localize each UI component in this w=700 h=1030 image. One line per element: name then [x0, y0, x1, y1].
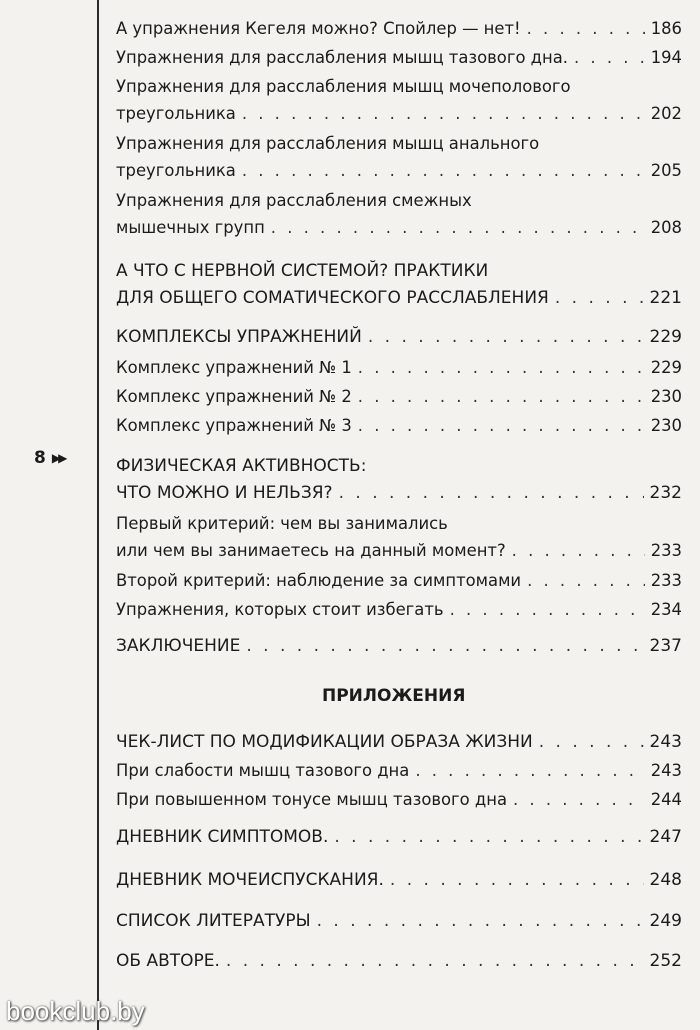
toc-page-number: 229: [650, 358, 682, 377]
toc-entry: [116, 326, 682, 353]
toc-entry-line: [116, 731, 682, 758]
dot-leader: [271, 217, 645, 239]
dot-leader: [539, 731, 644, 753]
dot-leader: [415, 760, 644, 782]
toc-page-number: 243: [649, 732, 682, 752]
toc-entry: [116, 869, 682, 896]
toc-page-number: 248: [649, 870, 682, 890]
toc-entry-title: или чем вы занимаетесь на данный момент?: [116, 541, 506, 560]
watermark: bookclub.by: [6, 996, 145, 1026]
toc-entry-title: КОМПЛЕКСЫ УПРАЖНЕНИЙ: [116, 327, 362, 347]
toc-entry-line: [116, 910, 682, 937]
toc-entry-line: [116, 47, 682, 74]
toc-page-number: 230: [650, 387, 682, 406]
toc-entry: [116, 599, 682, 626]
toc-page-number: 244: [650, 790, 682, 809]
toc-entry-line: [116, 513, 682, 540]
toc-entry-title: При слабости мышц тазового дна: [116, 761, 410, 780]
toc-entry: [116, 415, 682, 442]
toc-page-number: 232: [649, 483, 682, 503]
toc-entry: [116, 570, 682, 597]
toc-entry: [116, 760, 682, 787]
toc-entry: [116, 260, 682, 314]
toc-entry-title: Второй критерий: наблюдение за симптомами: [116, 571, 522, 590]
toc-entry: [116, 386, 682, 413]
dot-leader: [226, 950, 644, 972]
dot-leader: [527, 570, 645, 592]
toc-entry-title: А упражнения Кегеля можно? Спойлер — нет!: [116, 19, 521, 38]
toc-entry-line: [116, 869, 682, 896]
toc-entry-title: Упражнения для расслабления мышц мочеполового: [116, 77, 571, 96]
toc-entry-line: [116, 635, 682, 662]
toc-entry-title: мышечных групп: [116, 218, 265, 237]
toc-page-number: 208: [650, 218, 682, 237]
toc-page-number: 249: [649, 911, 682, 931]
dot-leader: [513, 789, 645, 811]
toc-entry-line: [116, 415, 682, 442]
toc-entry-title: треугольника: [116, 104, 236, 123]
toc-entry: [116, 357, 682, 384]
toc-page-number: 243: [650, 761, 682, 780]
toc-entry-line: [116, 217, 682, 244]
dot-leader: [512, 540, 645, 562]
toc-entry-line: [116, 357, 682, 384]
margin-rule: [97, 0, 99, 1030]
toc-entry: [116, 47, 682, 74]
toc-entry-line: [116, 950, 682, 977]
toc-entry: [116, 18, 682, 45]
toc-entry-line: [116, 160, 682, 187]
dot-leader: [574, 47, 645, 69]
toc-entry: [116, 731, 682, 758]
toc-entry-title: Упражнения для расслабления смежных: [116, 191, 472, 210]
toc-page-number: 230: [650, 416, 682, 435]
toc-entry-line: [116, 103, 682, 130]
toc-page-number: 237: [649, 636, 682, 656]
toc-page-number: 247: [649, 827, 682, 847]
toc-entry-title: треугольника: [116, 161, 236, 180]
toc-entry: [116, 910, 682, 937]
toc-entry-line: [116, 386, 682, 413]
toc-entry-line: [116, 599, 682, 626]
toc-entry-line: [116, 76, 682, 103]
dot-leader: [242, 160, 645, 182]
dot-leader: [555, 287, 644, 309]
dot-leader: [242, 103, 645, 125]
toc-entry-title: ДНЕВНИК СИМПТОМОВ.: [116, 827, 329, 847]
toc-entry-title: Упражнения для расслабления мышц тазового дна.: [116, 48, 568, 67]
section-heading: ПРИЛОЖЕНИЯ: [322, 686, 466, 706]
toc-entry-line: [116, 18, 682, 45]
toc-entry-title: ДЛЯ ОБЩЕГО СОМАТИЧЕСКОГО РАССЛАБЛЕНИЯ: [116, 288, 549, 308]
dot-leader: [317, 910, 644, 932]
toc-page-number: 194: [650, 48, 682, 67]
toc-entry-line: [116, 133, 682, 160]
toc-entry-title: ЧТО МОЖНО И НЕЛЬЗЯ?: [116, 483, 333, 503]
toc-entry-line: [116, 789, 682, 816]
toc-entry-title: ЗАКЛЮЧЕНИЕ: [116, 636, 241, 656]
toc-entry-title: Первый критерий: чем вы занимались: [116, 514, 448, 533]
toc-entry-title: Упражнения для расслабления мышц анального: [116, 134, 540, 153]
toc-page-number: 233: [650, 571, 682, 590]
toc-page-number: 233: [650, 541, 682, 560]
toc-page-number: 202: [650, 104, 682, 123]
dot-leader: [450, 599, 645, 621]
dot-leader: [358, 357, 645, 379]
toc-page-number: 252: [649, 951, 682, 971]
toc-entry: [116, 789, 682, 816]
toc-page-number: 229: [649, 327, 682, 347]
toc-entry-line: [116, 287, 682, 314]
toc-entry: [116, 950, 682, 977]
toc-page-number: 205: [650, 161, 682, 180]
toc-entry: [116, 76, 682, 130]
dot-leader: [358, 386, 645, 408]
toc-entry-line: [116, 455, 682, 482]
toc-entry-title: Комплекс упражнений № 2: [116, 387, 352, 406]
toc-entry-line: [116, 260, 682, 287]
toc-entry: [116, 190, 682, 244]
toc-entry-line: [116, 570, 682, 597]
toc-entry: [116, 513, 682, 567]
toc-entry-title: ЧЕК-ЛИСТ ПО МОДИФИКАЦИИ ОБРАЗА ЖИЗНИ: [116, 732, 533, 752]
toc-entry-line: [116, 760, 682, 787]
toc-entry: [116, 455, 682, 509]
toc-entry-title: Упражнения, которых стоит избегать: [116, 600, 444, 619]
toc-entry-title: А ЧТО С НЕРВНОЙ СИСТЕМОЙ? ПРАКТИКИ: [116, 261, 489, 281]
dot-leader: [334, 826, 643, 848]
toc-entry-title: СПИСОК ЛИТЕРАТУРЫ: [116, 911, 311, 931]
toc-entry-title: ОБ АВТОРЕ.: [116, 951, 220, 971]
toc-entry-title: Комплекс упражнений № 3: [116, 416, 352, 435]
toc-entry: [116, 133, 682, 187]
toc-entry-line: [116, 190, 682, 217]
dot-leader: [339, 482, 644, 504]
page-number-text: 8: [34, 448, 46, 468]
dot-leader: [390, 869, 644, 891]
toc-entry-line: [116, 826, 682, 853]
toc-entry-line: [116, 326, 682, 353]
dot-leader: [527, 18, 645, 40]
dot-leader: [358, 415, 645, 437]
toc-entry-line: [116, 482, 682, 509]
dot-leader: [246, 635, 643, 657]
toc-page-number: 186: [650, 19, 682, 38]
toc-entry-title: ДНЕВНИК МОЧЕИСПУСКАНИЯ.: [116, 870, 384, 890]
toc-page-number: 234: [650, 600, 682, 619]
toc-entry: [116, 635, 682, 662]
toc-entry-line: [116, 540, 682, 567]
toc-entry-title: При повышенном тонусе мышц тазового дна: [116, 790, 507, 809]
toc-page-number: 221: [649, 288, 682, 308]
double-arrow-icon: ▶▶: [51, 451, 65, 465]
toc-entry: [116, 826, 682, 853]
page-number: [34, 448, 64, 468]
dot-leader: [368, 326, 644, 348]
toc-entry-title: Комплекс упражнений № 1: [116, 358, 352, 377]
toc-entry-title: ФИЗИЧЕСКАЯ АКТИВНОСТЬ:: [116, 456, 367, 476]
